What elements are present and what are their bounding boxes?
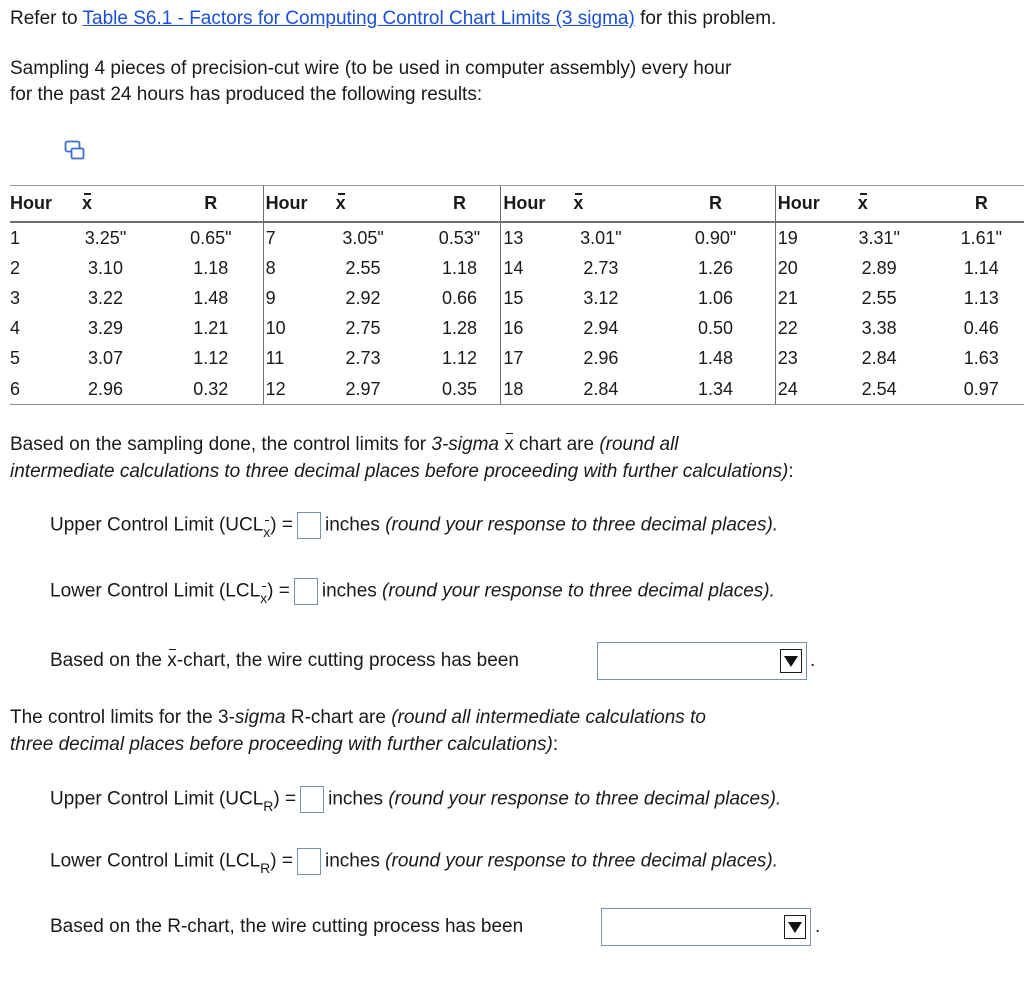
table-row bbox=[10, 253, 1024, 283]
xbar-cell: 2.92 bbox=[345, 287, 381, 308]
r-cell: 1.12 bbox=[441, 348, 477, 369]
xbar-cell: 3.10 bbox=[87, 257, 124, 278]
r-intro-text: The control limits for the 3- bbox=[10, 707, 235, 728]
lcl-r-subscript: R bbox=[260, 859, 271, 876]
xbar-cell: 3.05" bbox=[342, 227, 384, 248]
xbar-cell: 2.89 bbox=[861, 257, 897, 278]
hour-cell: 7 bbox=[263, 222, 308, 253]
header-hour: Hour bbox=[263, 186, 308, 223]
r-cell: 1.06 bbox=[698, 287, 734, 308]
xbar-cell: 2.84 bbox=[861, 348, 897, 369]
r-cell: 1.12 bbox=[193, 348, 229, 369]
xbar-conclusion-symbol: x bbox=[167, 650, 177, 671]
lcl-r-round-note: (round your response to three decimal places). bbox=[385, 850, 779, 872]
hour-cell: 12 bbox=[263, 374, 308, 405]
lcl-xbar-row bbox=[50, 578, 775, 605]
lcl-xbar-input[interactable] bbox=[294, 578, 318, 605]
hour-cell: 16 bbox=[501, 314, 546, 344]
r-cell: 0.32 bbox=[159, 374, 263, 405]
xbar-cell: 3.31" bbox=[858, 227, 900, 248]
header-xbar: x bbox=[308, 186, 419, 223]
lcl-r-equals: ) = bbox=[270, 850, 293, 872]
header-hour: Hour bbox=[775, 186, 820, 223]
table-row bbox=[10, 283, 1024, 313]
copy-icon[interactable] bbox=[64, 140, 86, 160]
table-header-row bbox=[10, 186, 1024, 223]
r-intro-text-b: R-chart are bbox=[285, 707, 392, 728]
hour-cell: 5 bbox=[10, 348, 21, 369]
xbar-cell: 3.38 bbox=[861, 318, 897, 339]
hour-cell: 1 bbox=[10, 227, 21, 248]
xbar-cell: 3.12 bbox=[583, 287, 619, 308]
r-cell: 0.66 bbox=[441, 287, 477, 308]
hour-cell: 18 bbox=[501, 374, 546, 405]
hour-cell: 11 bbox=[263, 344, 308, 374]
r-intro-line2-text: three decimal places before proceeding with further calculations) bbox=[10, 734, 553, 755]
hour-cell: 21 bbox=[775, 283, 820, 313]
chevron-down-icon[interactable] bbox=[780, 649, 802, 673]
xbar-cell: 2.94 bbox=[583, 318, 619, 339]
header-xbar: x bbox=[545, 186, 656, 223]
xbar-intro-line2-text: intermediate calculations to three decimal places before proceeding with further calculations) bbox=[10, 461, 789, 482]
r-cell: 1.61" bbox=[960, 227, 1003, 248]
hour-cell: 22 bbox=[775, 314, 820, 344]
lcl-r-input[interactable] bbox=[297, 848, 321, 875]
r-cell: 0.35 bbox=[419, 374, 501, 405]
ucl-r-equals: ) = bbox=[273, 788, 297, 810]
wire-sampling-table bbox=[10, 185, 1024, 405]
hour-cell: 19 bbox=[775, 222, 820, 253]
lcl-xbar-label: Lower Control Limit (LCL bbox=[50, 580, 261, 602]
r-cell: 0.46 bbox=[963, 318, 999, 339]
r-cell: 1.63 bbox=[963, 348, 999, 369]
intro-suffix: for this problem. bbox=[634, 8, 777, 29]
problem-line-1: Sampling 4 pieces of precision-cut wire (to be used in computer assembly) every hour bbox=[10, 58, 732, 79]
header-r: R bbox=[656, 186, 775, 223]
xbar-intro-sigma: 3-sigma bbox=[431, 434, 499, 455]
r-intro-line-1 bbox=[10, 705, 706, 730]
xbar-cell: 2.96 bbox=[52, 374, 159, 405]
xbar-cell: 2.84 bbox=[545, 374, 656, 405]
intro-line bbox=[10, 6, 776, 31]
header-r: R bbox=[419, 186, 501, 223]
ucl-xbar-input[interactable] bbox=[297, 512, 321, 539]
xbar-intro-text-b: chart are bbox=[513, 434, 600, 455]
intro-prefix: Refer to bbox=[10, 8, 83, 29]
ucl-r-subscript: R bbox=[263, 797, 274, 814]
r-cell: 0.65" bbox=[190, 227, 232, 248]
lcl-xbar-subscript: x bbox=[260, 586, 267, 611]
ucl-xbar-label: Upper Control Limit (UCL bbox=[50, 514, 264, 536]
hour-cell: 6 bbox=[10, 374, 52, 405]
xbar-conclusion bbox=[50, 648, 519, 673]
xbar-process-dropdown[interactable] bbox=[597, 642, 807, 680]
xbar-cell: 3.07 bbox=[87, 348, 124, 369]
r-cell: 1.18 bbox=[441, 257, 477, 278]
ucl-r-input[interactable] bbox=[300, 786, 324, 813]
r-intro-round: (round all intermediate calculations to bbox=[391, 707, 706, 728]
r-cell: 1.13 bbox=[963, 287, 999, 308]
r-intro-sigma: sigma bbox=[234, 707, 286, 728]
r-cell: 1.14 bbox=[963, 257, 999, 278]
hour-cell: 17 bbox=[501, 344, 546, 374]
problem-line-2: for the past 24 hours has produced the following results: bbox=[10, 84, 483, 105]
r-conclusion: Based on the R-chart, the wire cutting process has been bbox=[50, 916, 524, 937]
hour-cell: 4 bbox=[10, 318, 21, 339]
xbar-cell: 2.55 bbox=[345, 257, 381, 278]
lcl-xbar-round-note: (round your response to three decimal places). bbox=[382, 580, 775, 602]
lcl-xbar-equals: ) = bbox=[267, 580, 290, 602]
xbar-intro-round: (round all bbox=[599, 434, 679, 455]
xbar-cell: 2.96 bbox=[583, 348, 619, 369]
lcl-r-units: inches bbox=[324, 850, 386, 872]
table-row bbox=[10, 374, 1024, 405]
xbar-cell: 3.29 bbox=[87, 318, 124, 339]
xbar-cell: 2.73 bbox=[583, 257, 619, 278]
xbar-cell: 3.22 bbox=[87, 287, 124, 308]
ucl-xbar-row bbox=[50, 512, 778, 539]
ucl-r-label: Upper Control Limit (UCL bbox=[50, 788, 264, 810]
hour-cell: 2 bbox=[10, 257, 21, 278]
table-row bbox=[10, 222, 1024, 253]
table-row bbox=[10, 314, 1024, 344]
r-intro-colon: : bbox=[552, 734, 559, 755]
xbar-cell: 2.97 bbox=[308, 374, 419, 405]
r-cell: 0.50 bbox=[698, 318, 734, 339]
xbar-conclusion-suffix: -chart, the wire cutting process has been bbox=[176, 650, 519, 671]
xbar-intro-line-1 bbox=[10, 432, 679, 457]
hour-cell: 20 bbox=[775, 253, 820, 283]
r-cell: 0.90" bbox=[694, 227, 737, 248]
table-row bbox=[10, 344, 1024, 374]
xbar-cell: 2.54 bbox=[820, 374, 939, 405]
r-cell: 0.97 bbox=[939, 374, 1024, 405]
hour-cell: 10 bbox=[263, 314, 308, 344]
header-r: R bbox=[939, 186, 1024, 223]
header-r: R bbox=[159, 186, 263, 223]
r-cell: 1.48 bbox=[698, 348, 734, 369]
lcl-xbar-units: inches bbox=[321, 580, 383, 602]
r-cell: 1.18 bbox=[193, 257, 229, 278]
ucl-xbar-round-note: (round your response to three decimal places). bbox=[385, 514, 779, 536]
ucl-xbar-equals: ) = bbox=[270, 514, 293, 536]
r-intro-line-2 bbox=[10, 732, 558, 757]
r-cell: 0.53" bbox=[438, 227, 481, 248]
r-cell: 1.21 bbox=[193, 318, 229, 339]
xbar-cell: 2.75 bbox=[345, 318, 381, 339]
lcl-r-label: Lower Control Limit (LCL bbox=[50, 850, 261, 872]
r-cell: 1.28 bbox=[441, 318, 477, 339]
lcl-r-row bbox=[50, 848, 778, 875]
header-hour: Hour bbox=[501, 186, 546, 223]
ucl-xbar-units: inches bbox=[325, 514, 386, 536]
header-xbar: x bbox=[820, 186, 939, 223]
hour-cell: 15 bbox=[501, 283, 546, 313]
r-cell: 1.48 bbox=[193, 287, 229, 308]
xbar-cell: 2.73 bbox=[345, 348, 381, 369]
hour-cell: 8 bbox=[263, 253, 308, 283]
xbar-cell: 3.25" bbox=[84, 227, 127, 248]
hour-cell: 24 bbox=[775, 374, 820, 405]
r-cell: 1.26 bbox=[698, 257, 734, 278]
xbar-cell: 3.01" bbox=[580, 227, 622, 248]
xbar-conclusion-prefix: Based on the bbox=[50, 650, 168, 671]
hour-cell: 13 bbox=[501, 222, 546, 253]
r-process-dropdown[interactable] bbox=[601, 908, 811, 946]
ucl-xbar-subscript: x bbox=[263, 520, 270, 545]
chevron-down-icon[interactable] bbox=[784, 915, 806, 939]
table-s6-1-link[interactable]: Table S6.1 - Factors for Computing Control Chart Limits (3 sigma) bbox=[82, 8, 635, 29]
xbar-intro-line-2 bbox=[10, 459, 794, 484]
ucl-r-row bbox=[50, 786, 781, 813]
hour-cell: 23 bbox=[775, 344, 820, 374]
hour-cell: 3 bbox=[10, 287, 21, 308]
r-cell: 1.34 bbox=[656, 374, 775, 405]
r-period: . bbox=[815, 916, 821, 937]
ucl-r-round-note: (round your response to three decimal places). bbox=[388, 788, 782, 810]
xbar-period: . bbox=[810, 650, 816, 671]
xbar-intro-colon: : bbox=[788, 461, 794, 482]
header-hour: Hour bbox=[10, 186, 52, 223]
hour-cell: 9 bbox=[263, 283, 308, 313]
xbar-intro-text: Based on the sampling done, the control limits for bbox=[10, 434, 432, 455]
xbar-symbol: x bbox=[504, 434, 514, 455]
hour-cell: 14 bbox=[501, 253, 546, 283]
ucl-r-units: inches bbox=[328, 788, 389, 810]
header-xbar: x bbox=[52, 186, 159, 223]
xbar-cell: 2.55 bbox=[861, 287, 897, 308]
